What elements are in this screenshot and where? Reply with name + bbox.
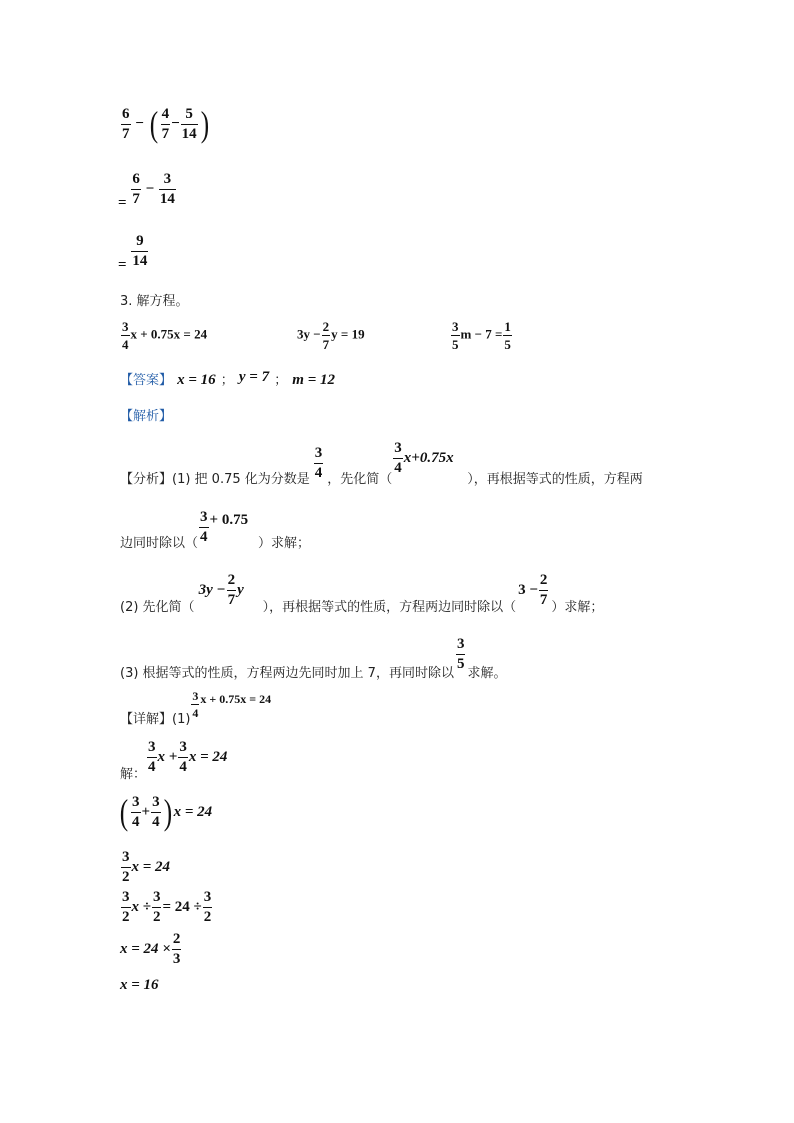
expression-text: x = 24 × (120, 941, 171, 957)
numerator: 3 (122, 889, 130, 905)
fraction (199, 510, 209, 545)
detail-step-2 (118, 794, 212, 830)
denominator: 4 (132, 813, 140, 830)
numerator: 3 (122, 319, 129, 334)
analysis-text: 【分析】(1) 把 0.75 化为分数是 (120, 472, 310, 487)
fraction (178, 740, 188, 775)
equation-text: 3y − (297, 326, 321, 342)
numerator: 3 (452, 319, 459, 334)
equation-1 (120, 320, 207, 351)
denominator: 4 (200, 529, 208, 545)
analysis-line-2 (120, 504, 310, 551)
expression-text: x + (157, 749, 178, 765)
numerator: 3 (192, 689, 199, 703)
analysis-text: 求解。 (467, 666, 507, 681)
denominator: 2 (122, 909, 130, 925)
denominator: 7 (539, 592, 548, 608)
equals: = (118, 194, 127, 211)
expression (190, 690, 271, 719)
numerator: 3 (179, 739, 187, 755)
expression-text: x+0.75x (403, 450, 454, 466)
separator: ； (220, 373, 234, 388)
numerator: 9 (136, 233, 144, 249)
denominator: 14 (181, 125, 197, 142)
detail-step-6: x = 16 (120, 977, 159, 993)
operator: − (171, 115, 180, 132)
denominator: 2 (122, 869, 130, 885)
detail-tag: 【详解】(1) (120, 712, 191, 727)
numerator: 5 (185, 105, 193, 122)
fraction (393, 441, 403, 476)
analysis-text: 边同时除以（ (120, 536, 199, 551)
denominator: 4 (314, 465, 323, 481)
left-paren: ( (149, 104, 158, 144)
expression-text: = 24 ÷ (162, 899, 202, 915)
expression-text: y (237, 582, 244, 598)
denominator: 4 (192, 706, 199, 720)
answer-tag: 【答案】 (120, 373, 173, 388)
numerator: 3 (132, 793, 140, 810)
analysis-line-3 (120, 566, 603, 615)
denominator: 3 (172, 951, 181, 967)
expression-text: + 0.75 (209, 512, 249, 528)
expression-text: 3 − (518, 582, 538, 598)
analysis-tag: 【解析】 (120, 409, 173, 424)
denominator: 4 (148, 759, 156, 775)
equation-3 (450, 320, 513, 351)
expression-text: x + 0.75x = 24 (200, 691, 272, 706)
detail-step-1 (120, 733, 227, 782)
top-line-3 (118, 234, 149, 273)
denominator: 7 (132, 191, 140, 207)
right-paren: ) (163, 792, 172, 832)
analysis-line-4 (120, 628, 506, 681)
top-line-1 (120, 106, 211, 142)
operator: + (141, 803, 151, 820)
fraction (314, 446, 324, 481)
analysis-text: ），再根据等式的性质，方程两边同时除以（ (262, 600, 517, 615)
analysis-text: ），再根据等式的性质，方程两 (467, 472, 643, 487)
analysis-line-1 (120, 440, 643, 487)
solve-label: 解： (120, 767, 147, 782)
numerator: 3 (152, 889, 161, 905)
answer-1: x = 16 (177, 372, 216, 388)
analysis-text: ）求解； (258, 536, 311, 551)
numerator: 2 (322, 319, 330, 334)
numerator: 6 (132, 171, 140, 187)
denominator: 5 (456, 656, 465, 672)
fraction (172, 932, 182, 967)
expression (392, 441, 467, 476)
denominator: 7 (161, 125, 170, 142)
expression-text: 3y − (198, 582, 226, 598)
fraction (131, 795, 141, 830)
denominator: 4 (152, 813, 160, 830)
fraction (456, 637, 466, 672)
expression (518, 573, 549, 608)
fraction (147, 740, 157, 775)
answer-3: m = 12 (292, 372, 336, 388)
expression-text: x = 24 (131, 859, 171, 875)
numerator: 2 (539, 572, 548, 588)
operator: − (135, 115, 144, 132)
expression-text: x ÷ (131, 899, 151, 915)
fraction (131, 172, 141, 207)
fraction (451, 320, 460, 351)
analysis-text: ，先化简（ (327, 472, 393, 487)
numerator: 2 (172, 931, 181, 947)
numerator: 2 (227, 572, 236, 588)
denominator: 7 (322, 337, 330, 352)
numerator: 3 (456, 636, 465, 652)
expression (198, 510, 258, 545)
fraction (161, 107, 171, 142)
numerator: 3 (203, 889, 212, 905)
equation-text: m − 7 = (460, 326, 503, 342)
fraction (227, 573, 237, 608)
right-paren: ) (200, 104, 209, 144)
fraction (121, 107, 131, 142)
detail-step-5 (120, 932, 182, 967)
analysis-text: ）求解； (551, 600, 604, 615)
numerator: 3 (148, 739, 156, 755)
numerator: 3 (152, 793, 160, 810)
denominator: 4 (122, 337, 129, 352)
fraction (191, 690, 199, 719)
numerator: 3 (122, 849, 130, 865)
numerator: 6 (122, 105, 130, 122)
fraction (121, 320, 130, 351)
numerator: 3 (163, 171, 172, 187)
equation-2 (297, 320, 365, 351)
expression-text: x = 24 (188, 749, 228, 765)
fraction (121, 850, 131, 885)
numerator: 1 (504, 319, 511, 334)
denominator: 4 (394, 460, 402, 476)
operator: − (145, 180, 155, 197)
detail-header (120, 682, 271, 727)
expression (146, 740, 227, 775)
question-title: 3. 解方程。 (120, 294, 189, 309)
top-line-2 (118, 172, 177, 211)
numerator: 3 (394, 440, 402, 456)
equals: = (118, 256, 127, 273)
numerator: 4 (161, 105, 170, 122)
denominator: 14 (132, 253, 148, 269)
fraction (503, 320, 512, 351)
expression-text: x = 24 (173, 803, 213, 820)
numerator: 3 (314, 445, 323, 461)
fraction (181, 107, 198, 142)
denominator: 4 (179, 759, 187, 775)
analysis-text: (2) 先化简（ (120, 600, 195, 615)
fraction (539, 573, 549, 608)
fraction (203, 890, 213, 925)
answer-line (120, 369, 335, 388)
denominator: 7 (227, 592, 236, 608)
fraction (131, 234, 148, 269)
denominator: 14 (159, 191, 175, 207)
fraction (152, 890, 162, 925)
detail-step-3 (120, 850, 170, 885)
equation-text: y = 19 (331, 326, 365, 342)
denominator: 2 (152, 909, 161, 925)
answer-2: y = 7 (238, 369, 270, 385)
numerator: 3 (200, 509, 208, 525)
denominator: 5 (452, 337, 459, 352)
expression (199, 573, 263, 608)
fraction (121, 890, 131, 925)
denominator: 7 (122, 125, 130, 142)
fraction (151, 795, 161, 830)
analysis-text: (3) 根据等式的性质，方程两边先同时加上 7，再同时除以 (120, 666, 454, 681)
detail-step-4 (120, 890, 213, 925)
fraction (322, 320, 331, 351)
equation-text: x + 0.75x = 24 (130, 326, 208, 342)
denominator: 2 (203, 909, 212, 925)
fraction (159, 172, 176, 207)
denominator: 5 (504, 337, 511, 352)
left-paren: ( (119, 792, 129, 832)
separator: ； (274, 373, 288, 388)
